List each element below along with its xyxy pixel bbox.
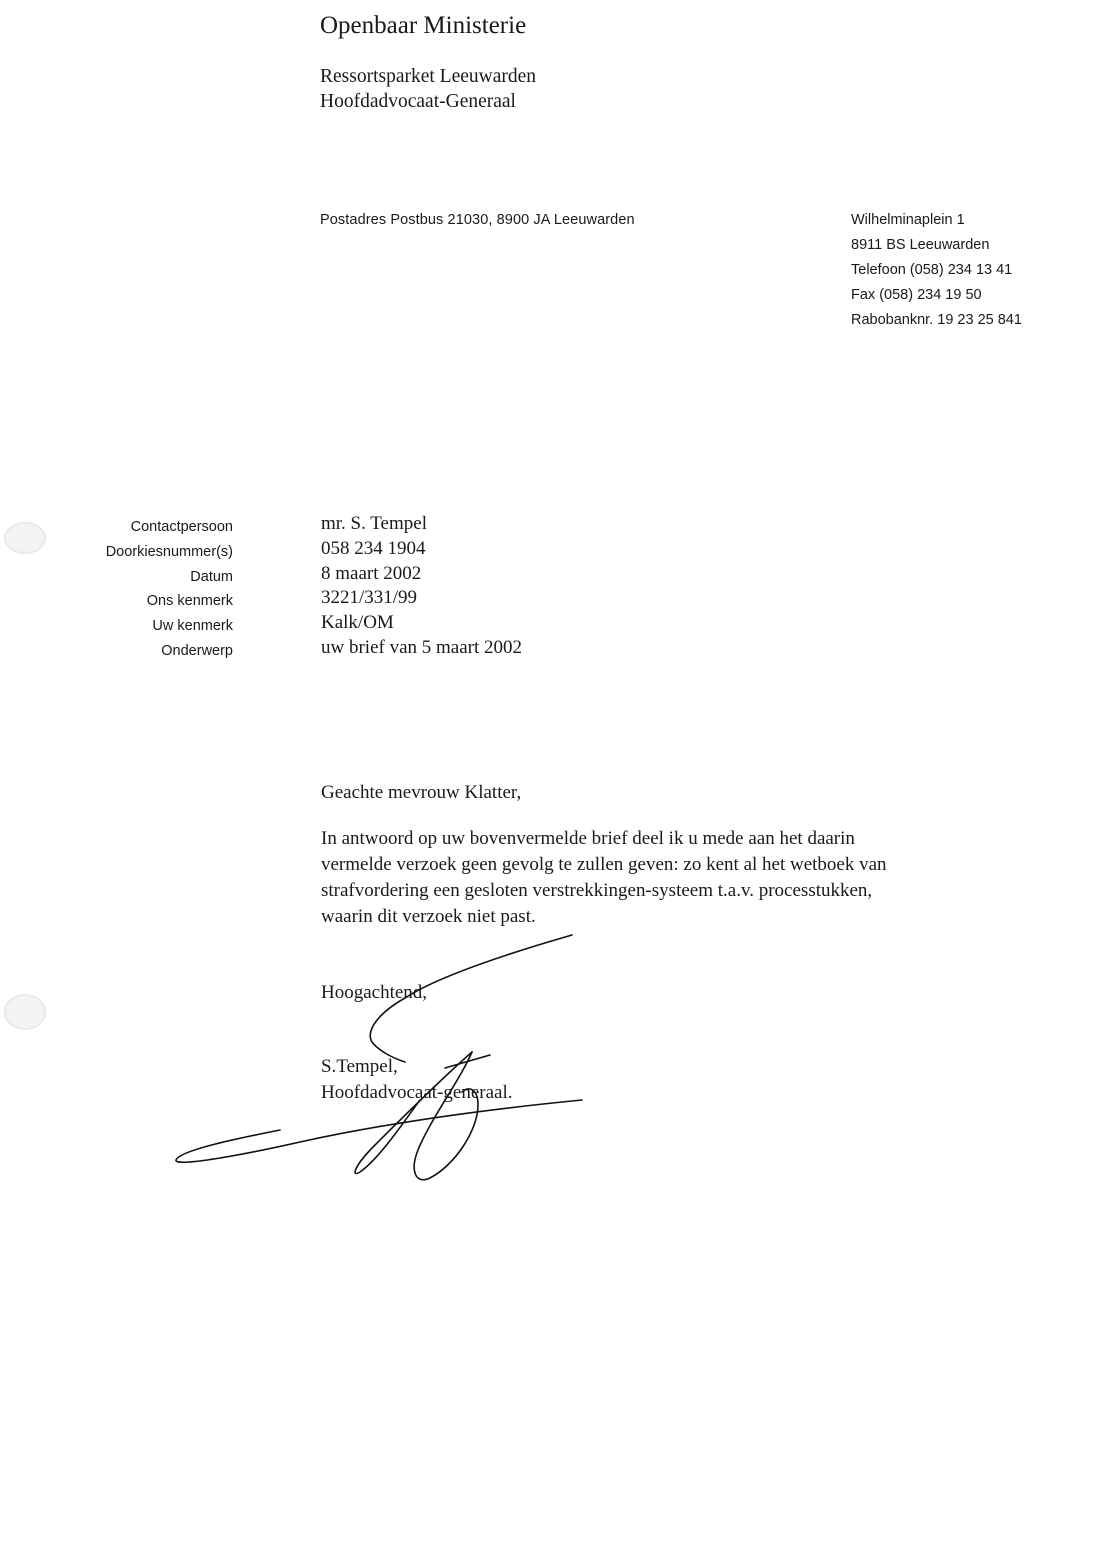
office-name: Ressortsparket Leeuwarden	[320, 66, 537, 87]
label-ons-kenmerk: Ons kenmerk	[146, 593, 233, 610]
address-bank: Rabobanknr. 19 23 25 841	[851, 312, 1022, 328]
value-ons-kenmerk: 3221/331/99	[321, 587, 418, 609]
paragraph-line: waarin dit verzoek niet past.	[321, 906, 536, 927]
department-name: Hoofdadvocaat-Generaal	[320, 91, 516, 112]
address-street: Wilhelminaplein 1	[851, 212, 965, 228]
salutation: Geachte mevrouw Klatter,	[321, 782, 522, 803]
signer-name: S.Tempel,	[321, 1056, 398, 1077]
organization-name: Openbaar Ministerie	[320, 12, 527, 39]
address-fax: Fax (058) 234 19 50	[851, 287, 982, 303]
label-datum: Datum	[190, 568, 233, 585]
postal-address: Postadres Postbus 21030, 8900 JA Leeuwarden	[320, 212, 635, 228]
signer-title: Hoofdadvocaat-generaal.	[321, 1082, 513, 1103]
address-city: 8911 BS Leeuwarden	[851, 237, 990, 253]
label-uw-kenmerk: Uw kenmerk	[152, 618, 233, 635]
address-phone: Telefoon (058) 234 13 41	[851, 262, 1013, 278]
value-uw-kenmerk: Kalk/OM	[321, 612, 394, 634]
value-datum: 8 maart 2002	[321, 562, 422, 584]
label-contactpersoon: Contactpersoon	[130, 519, 233, 535]
value-onderwerp: uw brief van 5 maart 2002	[321, 636, 523, 658]
paragraph-line: vermelde verzoek geen gevolg te zullen geven: zo kent al het wetboek van	[321, 854, 887, 875]
value-doorkiesnummer: 058 234 1904	[321, 537, 426, 559]
label-doorkiesnummer: Doorkiesnummer(s)	[105, 543, 233, 560]
paragraph-line: strafvordering een gesloten verstrekkingen-systeem t.a.v. processtukken,	[321, 880, 873, 901]
paragraph-line: In antwoord op uw bovenvermelde brief deel ik u mede aan het daarin	[321, 828, 855, 849]
label-onderwerp: Onderwerp	[161, 642, 233, 659]
value-contactpersoon: mr. S. Tempel	[321, 513, 427, 534]
closing: Hoogachtend,	[321, 982, 428, 1003]
